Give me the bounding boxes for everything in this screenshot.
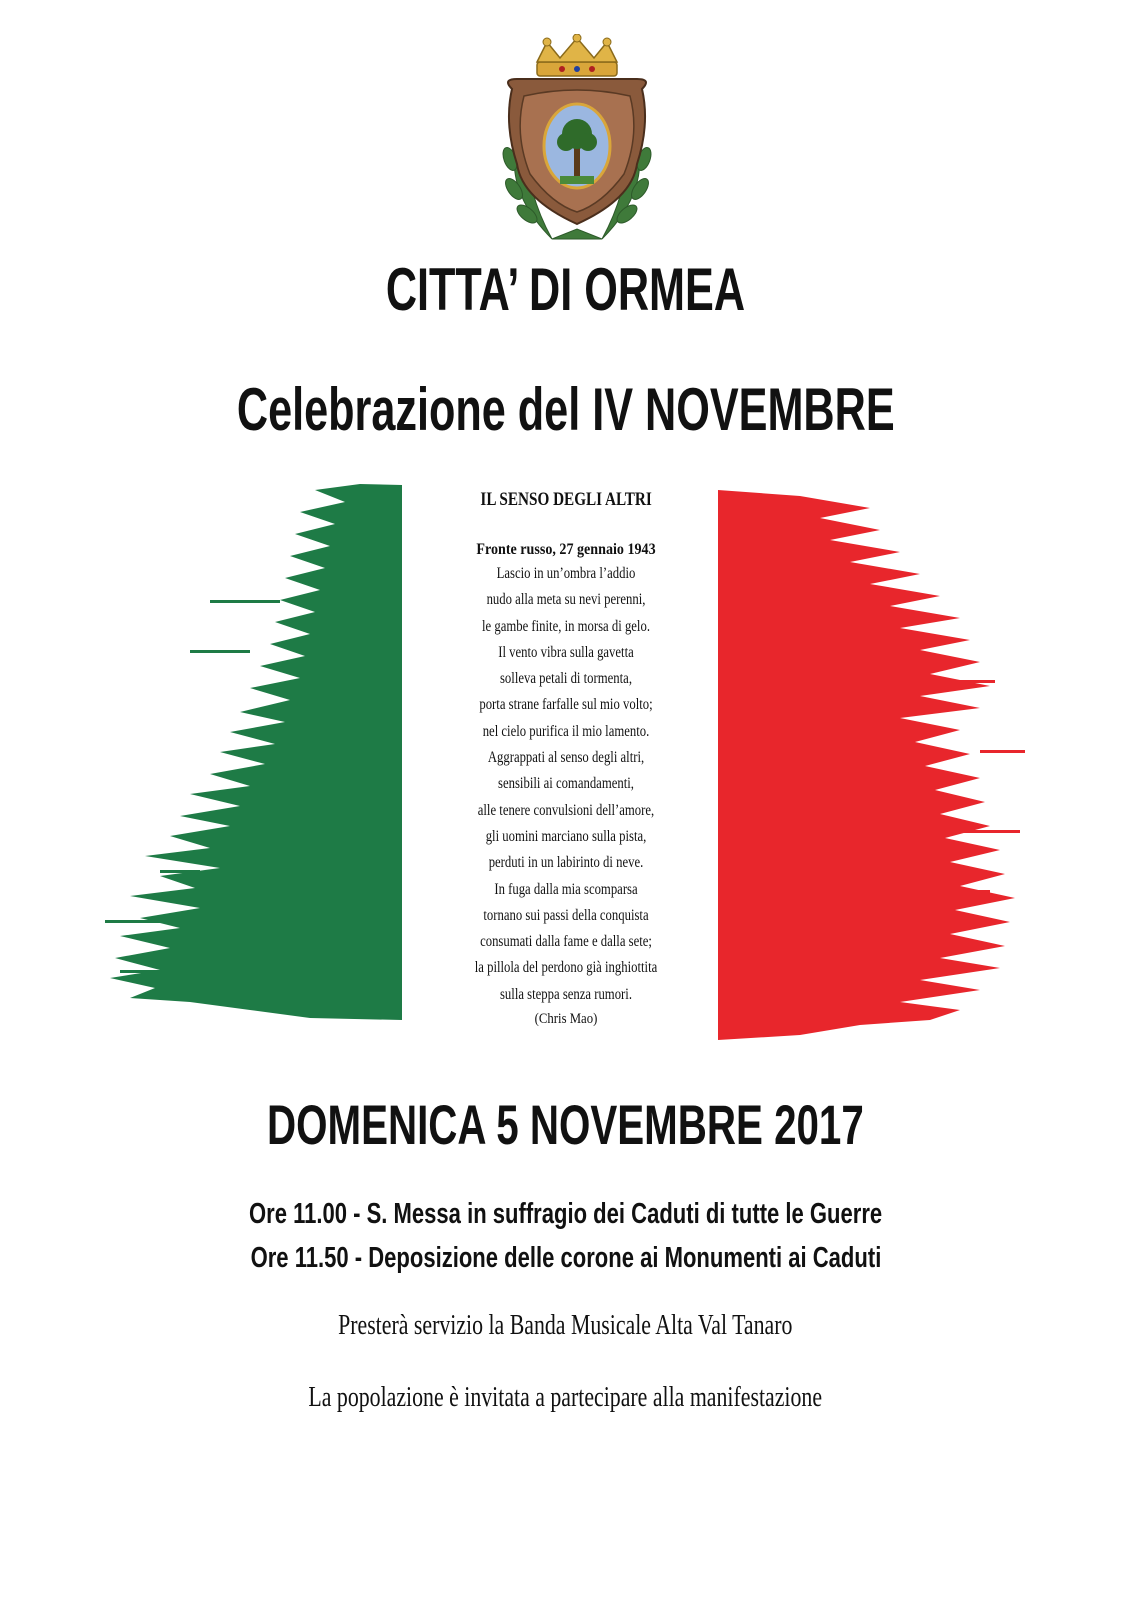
poem-line: sensibili ai comandamenti,: [498, 775, 634, 793]
poem-line: tornano sui passi della conquista: [483, 906, 649, 924]
poem-line: In fuga dalla mia scomparsa: [494, 880, 638, 898]
poem-line: consumati dalla fame e dalla sete;: [480, 933, 652, 951]
schedule-item-text: Ore 11.00 - S. Messa in suffragio dei Caduti di tutte le Guerre: [248, 1198, 883, 1230]
crown-icon: [537, 34, 617, 76]
city-title: [0, 254, 1131, 326]
poem-dateline: Fronte russo, 27 gennaio 1943: [476, 541, 656, 558]
poem-title: IL SENSO DEGLI ALTRI: [480, 489, 652, 510]
poem-author: (Chris Mao): [534, 1011, 598, 1028]
event-title-text: Celebrazione del IV NOVEMBRE: [236, 376, 895, 443]
invitation-note: [0, 1378, 1131, 1418]
band-note-text: Presterà servizio la Banda Musicale Alta Val Tanaro: [338, 1310, 793, 1341]
event-date-text: DOMENICA 5 NOVEMBRE 2017: [267, 1093, 864, 1156]
event-date: [0, 1090, 1131, 1161]
flag-green-band: [110, 484, 402, 1020]
city-title-text: CITTA’ DI ORMEA: [385, 256, 746, 323]
poem-line: la pillola del perdono già inghiottita: [474, 959, 658, 977]
poem-line: sulla steppa senza rumori.: [499, 985, 632, 1003]
schedule-item: [0, 1236, 1131, 1280]
invitation-note-text: La popolazione è invitata a partecipare alla manifestazione: [308, 1382, 823, 1413]
event-title: [0, 374, 1131, 446]
poem-line: gli uomini marciano sulla pista,: [485, 827, 647, 845]
poem-line: perduti in un labirinto di neve.: [488, 854, 644, 872]
poem-line: nel cielo purifica il mio lamento.: [482, 722, 650, 740]
poem-line: solleva petali di tormenta,: [499, 670, 632, 688]
schedule-item-text: Ore 11.50 - Deposizione delle corone ai Monumenti ai Caduti: [250, 1242, 881, 1274]
poem-line: alle tenere convulsioni dell’amore,: [477, 801, 655, 819]
poem-line: nudo alla meta su nevi perenni,: [486, 591, 646, 609]
poem-line: porta strane farfalle sul mio volto;: [479, 696, 653, 714]
flag-red-band: [718, 490, 1015, 1040]
coat-of-arms-icon: [492, 34, 662, 250]
schedule-item: [0, 1192, 1131, 1236]
poem-line: Il vento vibra sulla gavetta: [498, 643, 634, 661]
poem-line: le gambe finite, in morsa di gelo.: [481, 617, 650, 635]
poem-line: Aggrappati al senso degli altri,: [487, 749, 645, 767]
poem-line: Lascio in un’ombra l’addio: [496, 565, 636, 582]
band-note: [0, 1306, 1131, 1346]
poem: [420, 485, 712, 1030]
